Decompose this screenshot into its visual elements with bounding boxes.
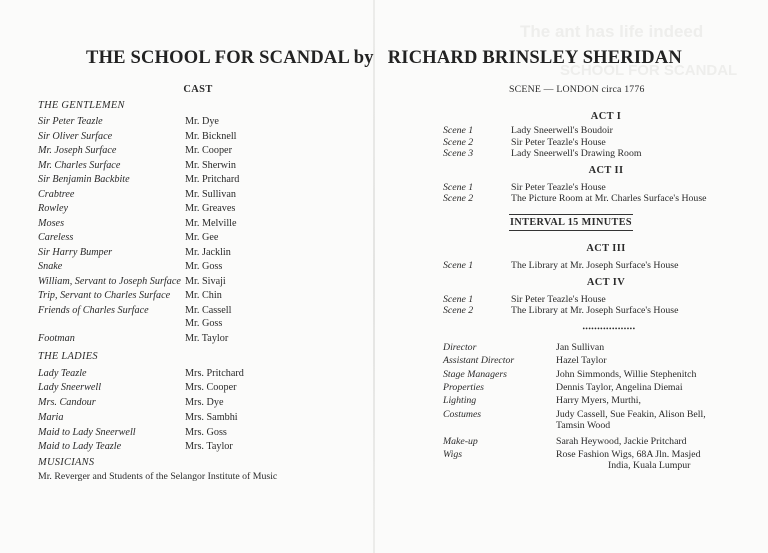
crew-name-line: India, Kuala Lumpur [608,460,691,472]
scene-number: Scene 3 [443,148,474,160]
crew-row [443,395,733,406]
cast-row [38,173,358,186]
crew-role: Director [443,341,477,353]
crew-name: Hazel Taylor [556,355,607,367]
cast-row [38,367,358,380]
crew-row [443,436,733,447]
cast-actor: Mrs. Goss [185,426,227,438]
bleed-through-text: SCHOOL FOR SCANDAL [560,62,738,79]
play-title: THE SCHOOL FOR SCANDAL by [86,48,374,68]
cast-row [38,396,358,409]
act-heading: ACT I [590,111,622,122]
cast-role: Footman [38,332,75,344]
crew-role: Lighting [443,395,477,407]
scene-place: The Picture Room at Mr. Charles Surface's House [511,193,707,205]
cast-row [38,159,358,172]
scene-row [443,182,733,194]
crew-list [443,342,733,472]
crew-name-line: Tamsin Wood [556,420,611,432]
cast-role: Careless [38,232,74,243]
cast-actor: Mrs. Sambhi [185,411,238,423]
cast-actor-line: Mr. Goss [185,317,223,329]
cast-actor: Mr. Taylor [185,332,229,344]
cast-row [38,246,358,259]
scene-place: Lady Sneerwell's Boudoir [511,125,613,136]
crew-row [443,355,733,366]
crew-role: Make-up [443,435,478,447]
cast-heading: CAST [183,84,213,95]
scene-row [443,137,733,149]
cast-actor-line: Mr. Cassell [185,304,232,316]
page-fold [373,0,375,553]
cast-role: Sir Peter Teazle [38,116,103,127]
cast-row [38,260,358,273]
crew-row [443,342,733,353]
cast-role: Sir Oliver Surface [38,130,113,142]
cast-actor: Mrs. Taylor [185,441,233,453]
act-heading: ACT II [588,164,624,176]
cast-row [38,115,358,128]
crew-role: Wigs [443,449,463,460]
cast-actor: Mrs. Cooper [185,382,237,394]
interval-label: INTERVAL 15 MINUTES [509,214,633,231]
scene-number: Scene 1 [443,181,474,193]
cast-role: Crabtree [38,188,75,200]
scene-heading: SCENE — LONDON circa 1776 [509,84,645,95]
cast-row [38,275,358,288]
cast-actor: Mr. Sivaji [185,275,226,287]
cast-row [38,289,358,302]
scene-place: The Library at Mr. Joseph Surface's House [511,305,679,317]
scene-row [443,305,733,317]
cast-row [38,304,358,330]
crew-name: Sarah Heywood, Jackie Pritchard [556,435,687,447]
cast-role: Maid to Lady Teazle [38,441,122,453]
scene-number: Scene 2 [443,305,474,317]
cast-actor: Mr. Pritchard [185,174,240,185]
crew-role: Costumes [443,408,482,420]
crew-name: Dennis Taylor, Angelina Diemai [556,381,683,393]
crew-role: Stage Managers [443,368,507,380]
cast-row [38,426,358,439]
cast-actor: Mrs. Pritchard [185,367,244,379]
crew-row [443,369,733,380]
separator-dots: •••••••••••••••••• [582,324,636,333]
cast-role: Lady Sneerwell [38,382,102,394]
scene-place: Lady Sneerwell's Drawing Room [511,148,642,160]
scene-place: Sir Peter Teazle's House [511,293,606,305]
scene-number: Scene 1 [443,259,474,271]
bleed-through-text: The ant has life indeed [520,22,704,41]
cast-actor: Mr. Sullivan [185,188,236,200]
scene-number: Scene 1 [443,293,474,305]
cast-actor: Mr. Gee [185,232,219,243]
cast-role: Maid to Lady Sneerwell [38,426,136,438]
cast-role: William, Servant to Joseph Surface [38,275,181,287]
author-name: RICHARD BRINSLEY SHERIDAN [387,48,682,68]
scene-row [443,193,733,205]
ladies-heading: THE LADIES [38,350,98,362]
crew-name-line: Judy Cassell, Sue Feakin, Alison Bell, [556,408,706,420]
crew-name [556,449,733,472]
cast-row [38,411,358,424]
cast-row [38,188,358,201]
scene-place: The Library at Mr. Joseph Surface's House [511,259,679,271]
crew-row [443,449,733,472]
cast-actor [185,304,345,330]
musicians-heading: MUSICIANS [38,457,95,469]
crew-name [556,409,733,432]
cast-actor: Mr. Goss [185,261,223,272]
scene-place: Sir Peter Teazle's House [511,136,606,148]
cast-actor: Mr. Jacklin [185,246,231,258]
cast-role: Trip, Servant to Charles Surface [38,290,171,301]
scenes-section [443,84,733,472]
cast-actor: Mr. Greaves [185,203,236,214]
cast-actor: Mr. Chin [185,290,222,301]
scene-row [443,260,733,272]
crew-name: John Simmonds, Willie Stephenitch [556,368,697,380]
cast-row [38,440,358,453]
cast-section [38,84,358,482]
cast-actor: Mr. Sherwin [185,159,236,171]
crew-name: Jan Sullivan [556,341,605,353]
cast-role: Snake [38,261,63,272]
cast-role: Sir Benjamin Backbite [38,174,130,185]
cast-row [38,332,358,345]
scene-number: Scene 1 [443,125,474,136]
cast-role: Mr. Joseph Surface [38,145,117,156]
gentlemen-heading: THE GENTLEMEN [38,100,125,111]
cast-actor: Mr. Bicknell [185,130,237,142]
scene-row [443,294,733,306]
scene-row [443,148,733,160]
cast-role: Maria [38,411,64,423]
act-heading: ACT III [586,242,626,254]
cast-row [38,130,358,143]
cast-role: Mr. Charles Surface [38,159,121,171]
crew-row [443,382,733,393]
page-title [0,48,768,69]
cast-row [38,202,358,215]
scene-row [443,125,733,137]
cast-actor: Mrs. Dye [185,397,224,409]
cast-row [38,381,358,394]
cast-actor: Mr. Melville [185,217,237,229]
crew-row [443,409,733,432]
cast-actor: Mr. Cooper [185,145,232,156]
cast-actor: Mr. Dye [185,116,219,127]
act-heading: ACT IV [586,276,626,288]
crew-role: Assistant Director [443,355,515,367]
scene-place: Sir Peter Teazle's House [511,181,606,193]
cast-row [38,231,358,244]
cast-role: Friends of Charles Surface [38,304,149,316]
cast-row [38,144,358,157]
cast-role: Sir Harry Bumper [38,246,113,258]
crew-name-line: Rose Fashion Wigs, 68A Jln. Masjed [556,449,701,460]
cast-row [38,217,358,230]
interval-box [509,214,733,231]
scene-number: Scene 2 [443,136,474,148]
crew-role: Properties [443,381,484,393]
scene-number: Scene 2 [443,193,474,205]
crew-name: Harry Myers, Murthi, [556,395,641,407]
musicians-text: Mr. Reverger and Students of the Selangor Institute of Music [38,471,278,483]
cast-role: Lady Teazle [38,367,87,379]
cast-role: Moses [38,217,65,229]
cast-role: Rowley [38,203,68,214]
cast-role: Mrs. Candour [38,397,96,409]
